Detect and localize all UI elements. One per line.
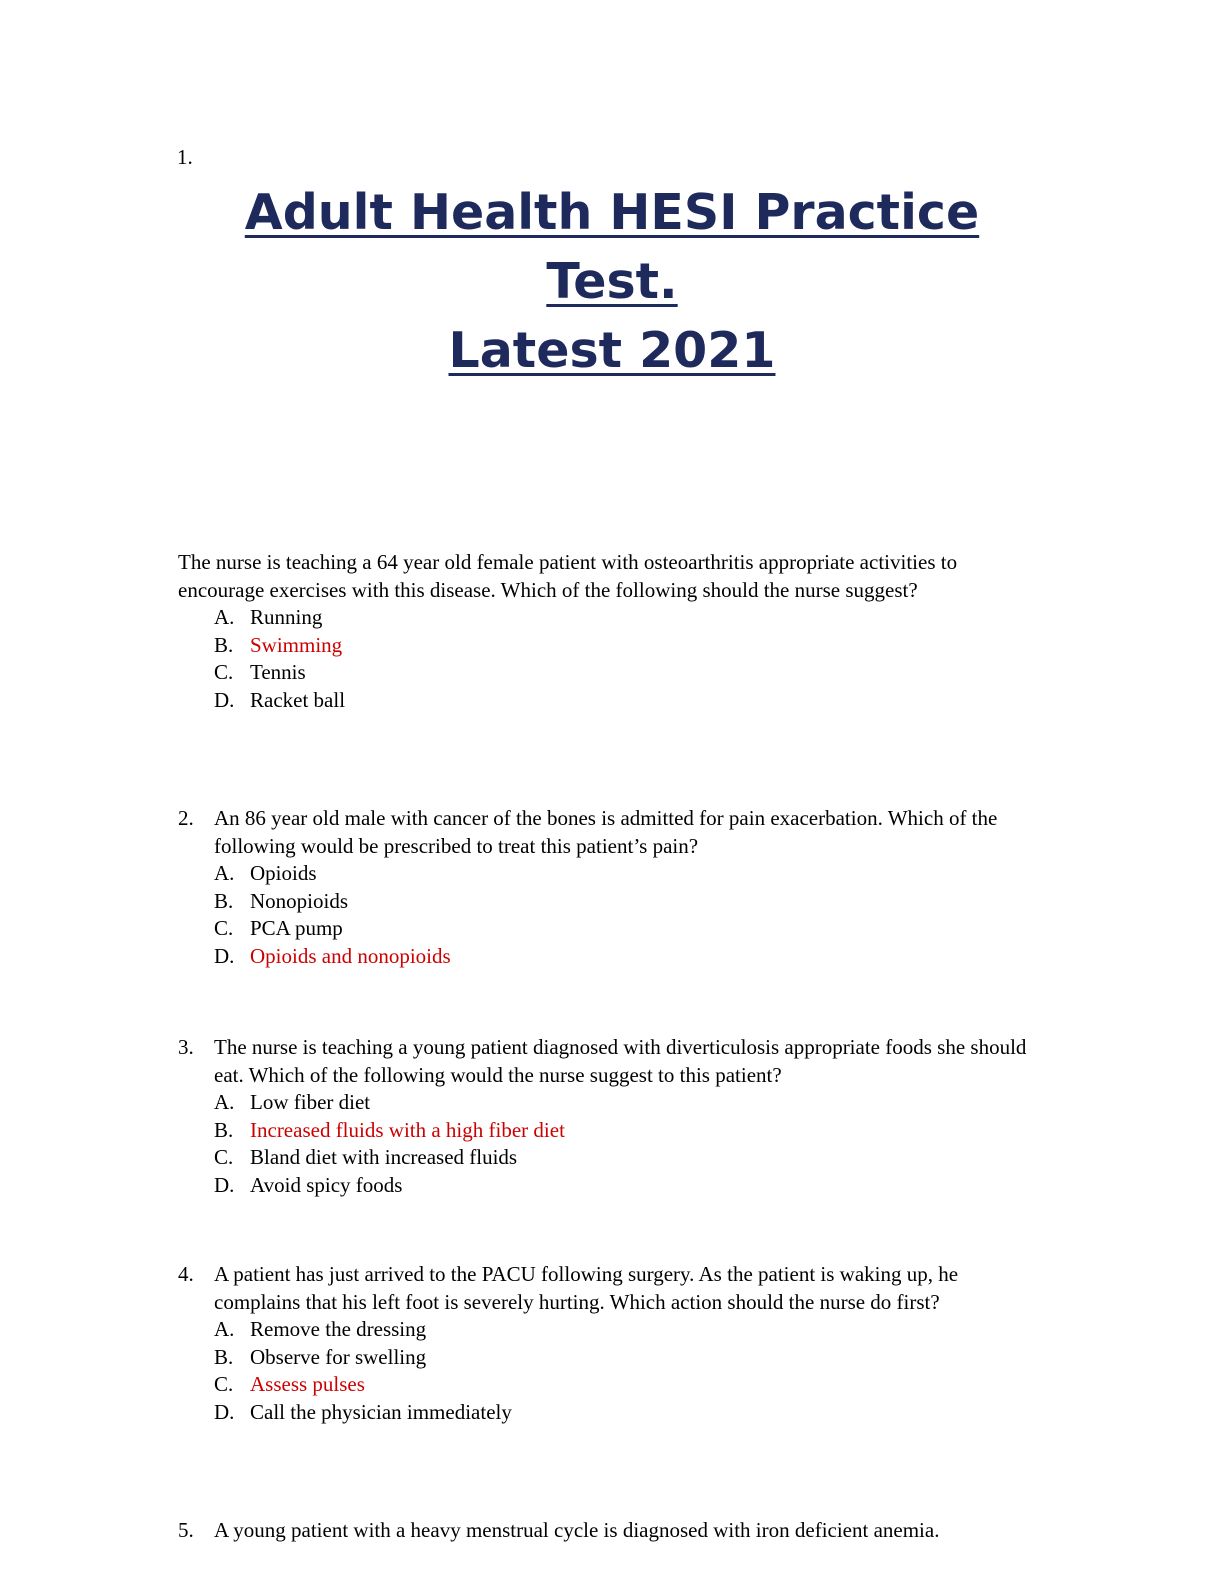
option-b-correct bbox=[178, 1117, 1048, 1145]
option-list bbox=[178, 604, 1048, 714]
option-letter: B. bbox=[214, 632, 234, 657]
question-2 bbox=[178, 804, 1048, 970]
option-letter: A. bbox=[214, 605, 235, 629]
option-list bbox=[178, 1089, 1048, 1199]
option-c bbox=[178, 659, 1048, 687]
option-c bbox=[178, 1144, 1048, 1172]
option-d bbox=[178, 687, 1048, 715]
option-d bbox=[178, 1172, 1048, 1200]
option-letter: B. bbox=[214, 888, 234, 913]
option-letter: C. bbox=[214, 1372, 234, 1396]
document-title bbox=[0, 178, 1224, 385]
option-b bbox=[178, 888, 1048, 916]
title-line-2: Test. bbox=[546, 253, 678, 310]
option-a bbox=[178, 1316, 1048, 1344]
option-c bbox=[178, 915, 1048, 943]
option-text: Nonopioids bbox=[250, 888, 349, 913]
option-list bbox=[178, 860, 1048, 970]
question-stem bbox=[178, 1260, 1048, 1316]
option-text: Remove the dressing bbox=[250, 1317, 427, 1341]
option-text: Opioids and nonopioids bbox=[250, 943, 451, 968]
question-stem bbox=[178, 804, 1048, 860]
option-c-correct bbox=[178, 1371, 1048, 1399]
option-text: Assess pulses bbox=[250, 1372, 365, 1396]
option-text: Call the physician immediately bbox=[250, 1399, 512, 1424]
question-number: 2. bbox=[178, 806, 194, 830]
question-text: An 86 year old male with cancer of the bones is admitted for pain exacerbation. Which of the following would be prescribed to treat this patient’s pain? bbox=[214, 806, 998, 858]
option-letter: B. bbox=[214, 1344, 234, 1369]
option-text: Increased fluids with a high fiber diet bbox=[250, 1117, 565, 1142]
option-text: PCA pump bbox=[250, 916, 343, 940]
option-letter: D. bbox=[214, 1172, 235, 1197]
option-text: Opioids bbox=[250, 861, 317, 885]
option-b-correct bbox=[178, 632, 1048, 660]
option-list bbox=[178, 1316, 1048, 1426]
question-text: A patient has just arrived to the PACU following surgery. As the patient is waking up, he complains that his left foot is severely hurting. Which action should the nurse do first? bbox=[214, 1262, 959, 1314]
question-text: The nurse is teaching a 64 year old female patient with osteoarthritis appropriate activities to encourage exercises with this disease. Which of the following should the nurse suggest? bbox=[178, 550, 958, 602]
option-text: Swimming bbox=[250, 632, 343, 657]
option-text: Observe for swelling bbox=[250, 1344, 427, 1369]
option-text: Low fiber diet bbox=[250, 1090, 371, 1114]
title-line-3: Latest 2021 bbox=[448, 322, 776, 379]
option-d-correct bbox=[178, 943, 1048, 971]
title-line-1: Adult Health HESI Practice bbox=[244, 184, 980, 241]
option-letter: C. bbox=[214, 1145, 234, 1169]
option-b bbox=[178, 1344, 1048, 1372]
option-text: Bland diet with increased fluids bbox=[250, 1145, 518, 1169]
option-d bbox=[178, 1399, 1048, 1427]
option-letter: C. bbox=[214, 916, 234, 940]
question-3 bbox=[178, 1033, 1048, 1199]
question-text: A young patient with a heavy menstrual cycle is diagnosed with iron deficient anemia. bbox=[214, 1518, 940, 1542]
option-letter: B. bbox=[214, 1117, 234, 1142]
option-letter: A. bbox=[214, 861, 235, 885]
option-text: Avoid spicy foods bbox=[250, 1172, 403, 1197]
option-a bbox=[178, 1089, 1048, 1117]
option-letter: A. bbox=[214, 1317, 235, 1341]
question-5 bbox=[178, 1516, 1048, 1544]
option-letter: D. bbox=[214, 687, 235, 712]
option-letter: C. bbox=[214, 660, 234, 684]
option-text: Running bbox=[250, 605, 323, 629]
question-text: The nurse is teaching a young patient diagnosed with diverticulosis appropriate foods she should eat. Which of the following would the nurse suggest to this patient? bbox=[214, 1035, 1027, 1087]
first-list-number: 1. bbox=[177, 145, 193, 169]
option-a bbox=[178, 604, 1048, 632]
option-text: Tennis bbox=[250, 660, 306, 684]
question-4 bbox=[178, 1260, 1048, 1426]
question-number: 5. bbox=[178, 1518, 194, 1542]
option-text: Racket ball bbox=[250, 687, 346, 712]
question-number: 4. bbox=[178, 1262, 194, 1286]
option-a bbox=[178, 860, 1048, 888]
question-number: 3. bbox=[178, 1035, 194, 1059]
question-stem bbox=[178, 1516, 1048, 1544]
question-stem bbox=[178, 548, 1048, 604]
question-1 bbox=[178, 548, 1048, 714]
option-letter: A. bbox=[214, 1090, 235, 1114]
question-stem bbox=[178, 1033, 1048, 1089]
option-letter: D. bbox=[214, 943, 235, 968]
option-letter: D. bbox=[214, 1399, 235, 1424]
